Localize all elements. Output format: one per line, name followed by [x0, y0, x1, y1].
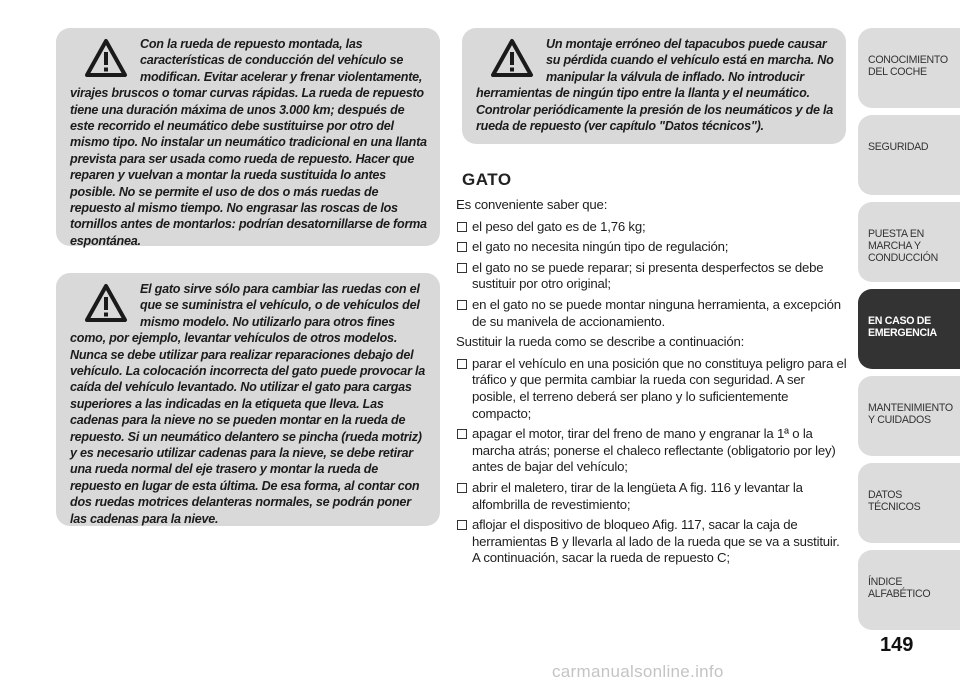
tab-conocimiento-del-coche[interactable]: CONOCIMIENTO DEL COCHE [858, 28, 960, 108]
list-item: aflojar el dispositivo de bloqueo Afig. 117, sacar la caja de herramientas B y llevarla al lado de la rueda que se va a sustituir. A continuación, sacar la rueda de repuesto C; [456, 517, 848, 567]
chapter-sidebar [858, 28, 960, 637]
warning-box-jack-usage [56, 273, 440, 526]
list-item: parar el vehículo en una posición que no constituya peligro para el tráfico y que permita cambiar la rueda con seguridad. A ser posible, el terreno deberá ser plano y lo suficientemente compacto; [456, 356, 848, 422]
checkbox-bullet-icon [457, 520, 467, 530]
tab-puesta-en-marcha[interactable]: PUESTA EN MARCHA Y CONDUCCIÓN [858, 202, 960, 282]
tab-seguridad[interactable]: SEGURIDAD [858, 115, 960, 195]
warning-text: Con la rueda de repuesto montada, las características de conducción del vehículo se modifican. Evitar acelerar y frenar violentamente, virajes bruscos o tomar curvas rápidas. La rueda de repuesto tiene una duración máxima de unos 3.000 km; después de este recorrido el neumático debe sustituirse por otro del mismo tipo. No instalar un neumático tradicional en una llanta prevista para ser usada como rueda de repuesto. Hacer que reparen y vuelvan a montar la rueda sustituida lo antes posible. No se permite el uso de dos o más ruedas de repuesto al mismo tiempo. No engrasar las roscas de los tornillos antes de montarlos: podrían desatornillarse de forma espontánea. [70, 37, 427, 248]
section-body [456, 197, 848, 571]
tab-en-caso-de-emergencia[interactable]: EN CASO DE EMERGENCIA [858, 289, 960, 369]
warning-triangle-icon [74, 36, 136, 84]
tab-indice-alfabetico[interactable]: ÍNDICE ALFABÉTICO [858, 550, 960, 630]
list-item: el peso del gato es de 1,76 kg; [456, 219, 848, 236]
checkbox-bullet-icon [457, 242, 467, 252]
checkbox-bullet-icon [457, 263, 467, 273]
watermark: carmanualsonline.info [552, 662, 724, 681]
checkbox-bullet-icon [457, 359, 467, 369]
list-item: en el gato no se puede montar ninguna herramienta, a excepción de su manivela de accionamiento. [456, 297, 848, 330]
procedure-intro: Sustituir la rueda como se describe a continuación: [456, 334, 745, 350]
list-item: apagar el motor, tirar del freno de mano y engranar la 1ª o la marcha atrás; ponerse el chaleco reflectante (obligatorio por ley) antes de bajar del vehículo; [456, 426, 848, 476]
warning-triangle-icon [480, 36, 542, 84]
tab-mantenimiento[interactable]: MANTENIMIENTO Y CUIDADOS [858, 376, 960, 456]
warning-triangle-icon [74, 281, 136, 329]
facts-list [456, 219, 848, 331]
warning-box-spare-wheel [56, 28, 440, 246]
checkbox-bullet-icon [457, 483, 467, 493]
tab-datos-tecnicos[interactable]: DATOS TÉCNICOS [858, 463, 960, 543]
checkbox-bullet-icon [457, 300, 467, 310]
list-item: el gato no necesita ningún tipo de regulación; [456, 239, 848, 256]
warning-box-hubcap [462, 28, 846, 144]
intro-text: Es conveniente saber que: [456, 197, 608, 212]
list-item: el gato no se puede reparar; si presenta desperfectos se debe sustituir por otro original; [456, 260, 848, 293]
page-number: 149 [880, 634, 914, 656]
list-item: abrir el maletero, tirar de la lengüeta A fig. 116 y levantar la alfombrilla de revestimiento; [456, 480, 848, 513]
steps-list [456, 356, 848, 567]
section-title: GATO [462, 170, 512, 189]
warning-text: El gato sirve sólo para cambiar las ruedas con el que se suministra el vehículo, o de vehículos del mismo modelo. No utilizarlo para otros fines como, por ejemplo, levantar vehículos de otros modelos. Nunca se debe utilizar para realizar reparaciones debajo del vehículo. La colocación incorrecta del gato puede provocar la caída del vehículo levantado. No utilizar el gato para cargas superiores a las indicadas en la etiqueta que lleva. Las cadenas para la nieve no se pueden montar en la rueda de repuesto. Si un neumático delantero se pincha (rueda motriz) y es necesario utilizar cadenas para la nieve, se debe retirar una rueda normal del eje trasero y montar la rueda de repuesto en lugar de esta última. De esa forma, al contar con dos ruedas motrices delanteras normales, se podrán poner las cadenas para la nieve. [70, 282, 425, 526]
checkbox-bullet-icon [457, 222, 467, 232]
checkbox-bullet-icon [457, 429, 467, 439]
warning-text: Un montaje erróneo del tapacubos puede causar su pérdida cuando el vehículo está en marcha. No manipular la válvula de inflado. No introducir herramientas de ningún tipo entre la llanta y el neumático. Controlar periódicamente la presión de los neumáticos y de la rueda de repuesto (ver capítulo "Datos técnicos"). [476, 37, 834, 134]
